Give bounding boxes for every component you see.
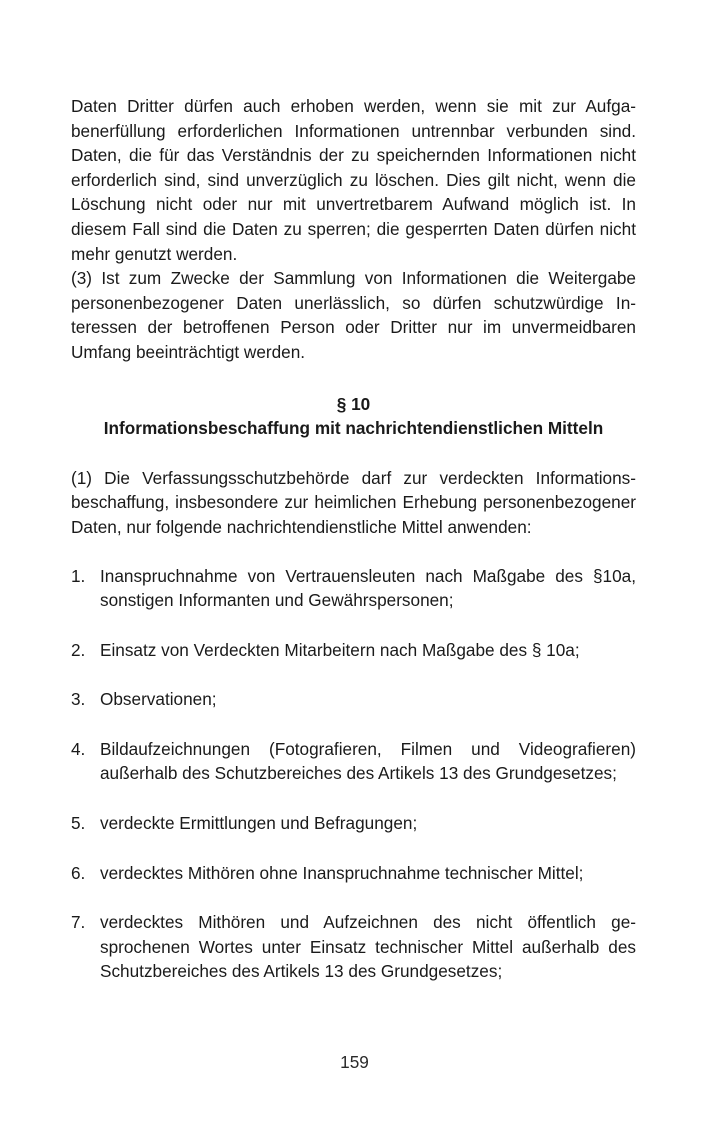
list-item-text: Observationen;	[100, 689, 217, 710]
list-item-text: Einsatz von Verdeckten Mitarbeitern nach Maßgabe des § 10a;	[100, 639, 580, 660]
list-item-number: 1.	[71, 565, 86, 586]
list-item-number: 6.	[71, 862, 86, 883]
section-heading	[71, 392, 636, 441]
list-item-text: Bildaufzeichnungen (Fotografieren, Filmen und Videografieren) außerhalb des Schutzbereiches des Artikels 13 des Grundgesetzes;	[100, 738, 636, 784]
list-item-text: verdecktes Mithören und Aufzeichnen des nicht öffentlich gesprochenen Wortes unter Einsatz technischer Mittel außerhalb des Schutzbereiches des Artikels 13 des Grundgesetzes;	[100, 912, 636, 982]
means-list	[71, 564, 636, 985]
list-item-number: 3.	[71, 689, 86, 710]
list-item-number: 7.	[71, 912, 86, 933]
list-item	[71, 910, 636, 984]
list-item-number: 5.	[71, 813, 86, 834]
section-number: § 10	[336, 393, 371, 414]
paragraph-section-3: (3) Ist zum Zwecke der Sammlung von Informationen die Weitergabe personenbezogener Daten unerlässlich, so dürfen schutzwürdige Interessen der betroffenen Person oder Dritter nur im unvermeidbaren Umfang beeinträchtigt werden.	[71, 268, 636, 362]
list-item	[71, 737, 636, 786]
list-item-text: Inanspruchnahme von Vertrauensleuten nach Maßgabe des §10a, sonstigen Informanten und Gewährspersonen;	[100, 565, 636, 611]
list-item	[71, 638, 636, 663]
page-number: 159	[340, 1052, 369, 1072]
section-title: Informationsbeschaffung mit nachrichtendienstlichen Mitteln	[103, 418, 604, 439]
page-content	[71, 94, 636, 1009]
list-item-number: 4.	[71, 738, 86, 759]
list-item-text: verdeckte Ermittlungen und Befragungen;	[100, 813, 418, 834]
list-item-text: verdecktes Mithören ohne Inanspruchnahme technischer Mittel;	[100, 862, 584, 883]
list-item	[71, 811, 636, 836]
list-item	[71, 861, 636, 886]
list-item-number: 2.	[71, 639, 86, 660]
paragraph-data-third-parties: Daten Dritter dürfen auch erhoben werden, wenn sie mit zur Aufgabenerfüllung erforderlichen Informationen untrennbar verbunden sind. Daten, die für das Verständnis der zu speichernden Informationen nicht erforderlich sind, sind unverzüglich zu löschen. Dies gilt nicht, wenn die Löschung nicht oder nur mit unvertretbarem Aufwand möglich ist. In diesem Fall sind die Daten zu sperren; die gesperrten Daten dürfen nicht mehr genutzt werden.	[71, 96, 636, 264]
section-intro: (1) Die Verfassungsschutzbehörde darf zur verdeckten Informationsbeschaffung, insbesondere zur heimlichen Erhebung personenbezogener Daten, nur folgende nachrichtendienstliche Mittel anwenden:	[71, 467, 636, 537]
list-item	[71, 564, 636, 613]
list-item	[71, 687, 636, 712]
